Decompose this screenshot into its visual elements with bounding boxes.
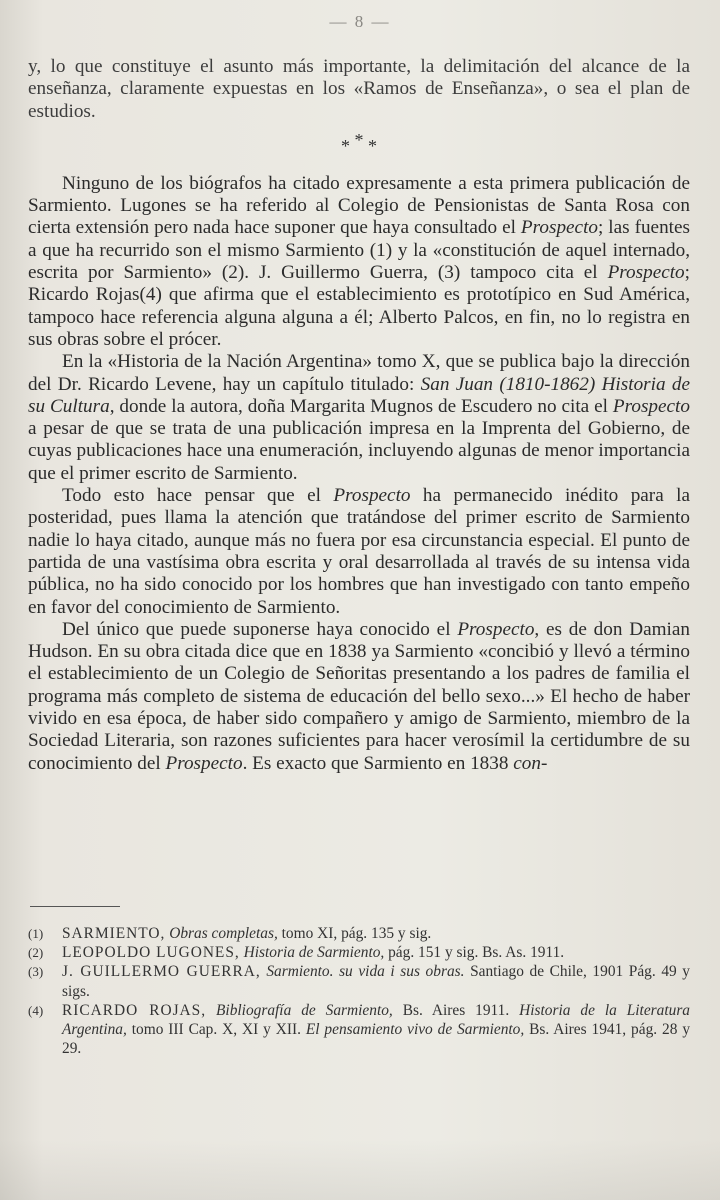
footnote-rest: tomo III Cap. X, XI y XII. [126, 1021, 306, 1039]
footnote-1 [28, 924, 690, 943]
italic-run: Prospecto [165, 752, 243, 774]
asterism-left: * [341, 135, 350, 156]
italic-run: Prospecto [457, 618, 535, 640]
continuation-paragraph: y, lo que constituye el asunto más importante, la delimitación del alcance de la enseñanza, claramente expuestas en los «Ramos de Enseñanza», o sea el plan de estudios. [28, 56, 690, 122]
footnote-title: El pensamiento vivo de Sarmiento, [305, 1021, 525, 1039]
asterism-top: * [354, 129, 364, 150]
text-run: Todo esto hace pensar que el [62, 485, 334, 507]
paragraph-historia [28, 351, 690, 485]
footnote-rest: Bs. Aires 1941, pág. 28 y 29. [62, 1021, 691, 1058]
italic-run: Prospecto [612, 395, 690, 417]
footnote-title: Historia de la Literatura Argentina, [62, 1001, 691, 1039]
footnote-number: (3) [28, 964, 44, 980]
footnote-rest: Santiago de Chile, 1901 Pág. 49 y sigs. [62, 963, 690, 1000]
page-shadow [0, 1140, 720, 1200]
footnotes [28, 924, 690, 1058]
footnote-author: J. GUILLERMO GUERRA, [62, 963, 261, 981]
italic-run: Prospecto [333, 485, 411, 507]
footnote-title: Historia de Sarmiento, [243, 944, 385, 962]
text-run: ; las fuentes a que ha recurrido son el mismo Sarmiento (1) y la «constitución de aquel internado, escrita por Sarmiento» (2). J. Guillermo Guerra, (3) tampoco cita el [28, 217, 690, 284]
italic-run: con- [513, 752, 548, 774]
text-run: a pesar de que se trata de una publicación impresa en la Imprenta del Gobierno, de cuyas publicaciones hace una enumeración, incluyendo algunas de menor importancia que el primer escrito de Sarmiento. [28, 418, 690, 484]
text-run: Del único que puede suponerse haya conocido el [62, 618, 458, 640]
italic-run: Prospecto [520, 217, 598, 239]
asterism-right: * [368, 135, 377, 156]
asterism-divider [28, 129, 690, 156]
text-run: Ninguno de los biógrafos ha citado expresamente a esta primera publicación de Sarmiento. Lugones se ha referido al Colegio de Pensionistas de Santa Rosa con cierta extensión pero nada hace suponer que haya consultado el [28, 172, 690, 239]
body-text [28, 56, 690, 775]
text-run: , es de don Damian Hudson. En su obra citada dice que en 1838 ya Sarmiento «concibió y llevó a término el establecimiento de un Colegio de Señoritas presentando a los padres de familia el programa más completo de sistema de educación del bello sexo...» El hecho de haber vivido en esa época, de haber sido compañero y amigo de Sarmiento, miembro de la Sociedad Literaria, son razones suficientes para hacer verosímil la certidumbre de su conocimiento del [28, 618, 690, 774]
footnote-rule [30, 906, 120, 907]
text-run: ; Ricardo Rojas(4) que afirma que el establecimiento es prototípico en Sud América, tampoco hace referencia alguna alguna a él; Alberto Palcos, en fin, no lo registra en sus obras sobre el prócer. [28, 262, 690, 350]
page-number: — 8 — [329, 12, 391, 31]
footnote-4 [28, 1001, 690, 1059]
text-run: En la «Historia de la Nación Argentina» tomo X, que se publica bajo la dirección del Dr. Ricardo Levene, hay un capítulo titulado: [28, 351, 690, 395]
paragraph-hudson [28, 619, 690, 775]
footnote-author: SARMIENTO, [62, 925, 166, 942]
italic-run: Prospecto [607, 262, 685, 284]
text-run: . Es exacto que Sarmiento en 1838 [242, 752, 514, 774]
footnote-author: LEOPOLDO LUGONES, [62, 944, 240, 962]
text-run: , donde la autora, doña Margarita Mugnos de Escudero no cita el [109, 395, 613, 417]
footnote-rest: pág. 151 y sig. Bs. As. 1911. [384, 944, 565, 962]
paragraph-inedito [28, 485, 690, 619]
footnote-2 [28, 943, 690, 962]
footnote-title: Bibliografía de Sarmiento, [216, 1001, 393, 1019]
footnote-number: (2) [28, 945, 44, 961]
footnote-number: (1) [28, 926, 44, 941]
footnote-title: Sarmiento. su vida i sus obras. [266, 963, 465, 981]
paragraph-biographers [28, 173, 690, 351]
footnote-title: Obras completas, [169, 925, 278, 942]
text-run: ha permanecido inédito para la posteridad, pues llama la atención que tratándose del primer escrito de Sarmiento nadie lo haya citado, aunque más no fuera por esa circunstancia especial. El punto de partida de una vastísima obra escrita y oral desarrollada al través de su intensa vida pública, no ha sido conocido por los hombres que han investigado con tanto empeño en favor del conocimiento de Sarmiento. [28, 485, 690, 618]
footnote-author: RICARDO ROJAS, [62, 1001, 207, 1019]
footnote-rest: tomo XI, pág. 135 y sig. [277, 925, 432, 942]
footnote-rest: Bs. Aires 1911. [392, 1001, 520, 1019]
footnote-3 [28, 962, 690, 1000]
italic-run: San Juan (1810-1862) Historia de su Cultura [28, 373, 690, 417]
footnote-number: (4) [28, 1002, 44, 1018]
